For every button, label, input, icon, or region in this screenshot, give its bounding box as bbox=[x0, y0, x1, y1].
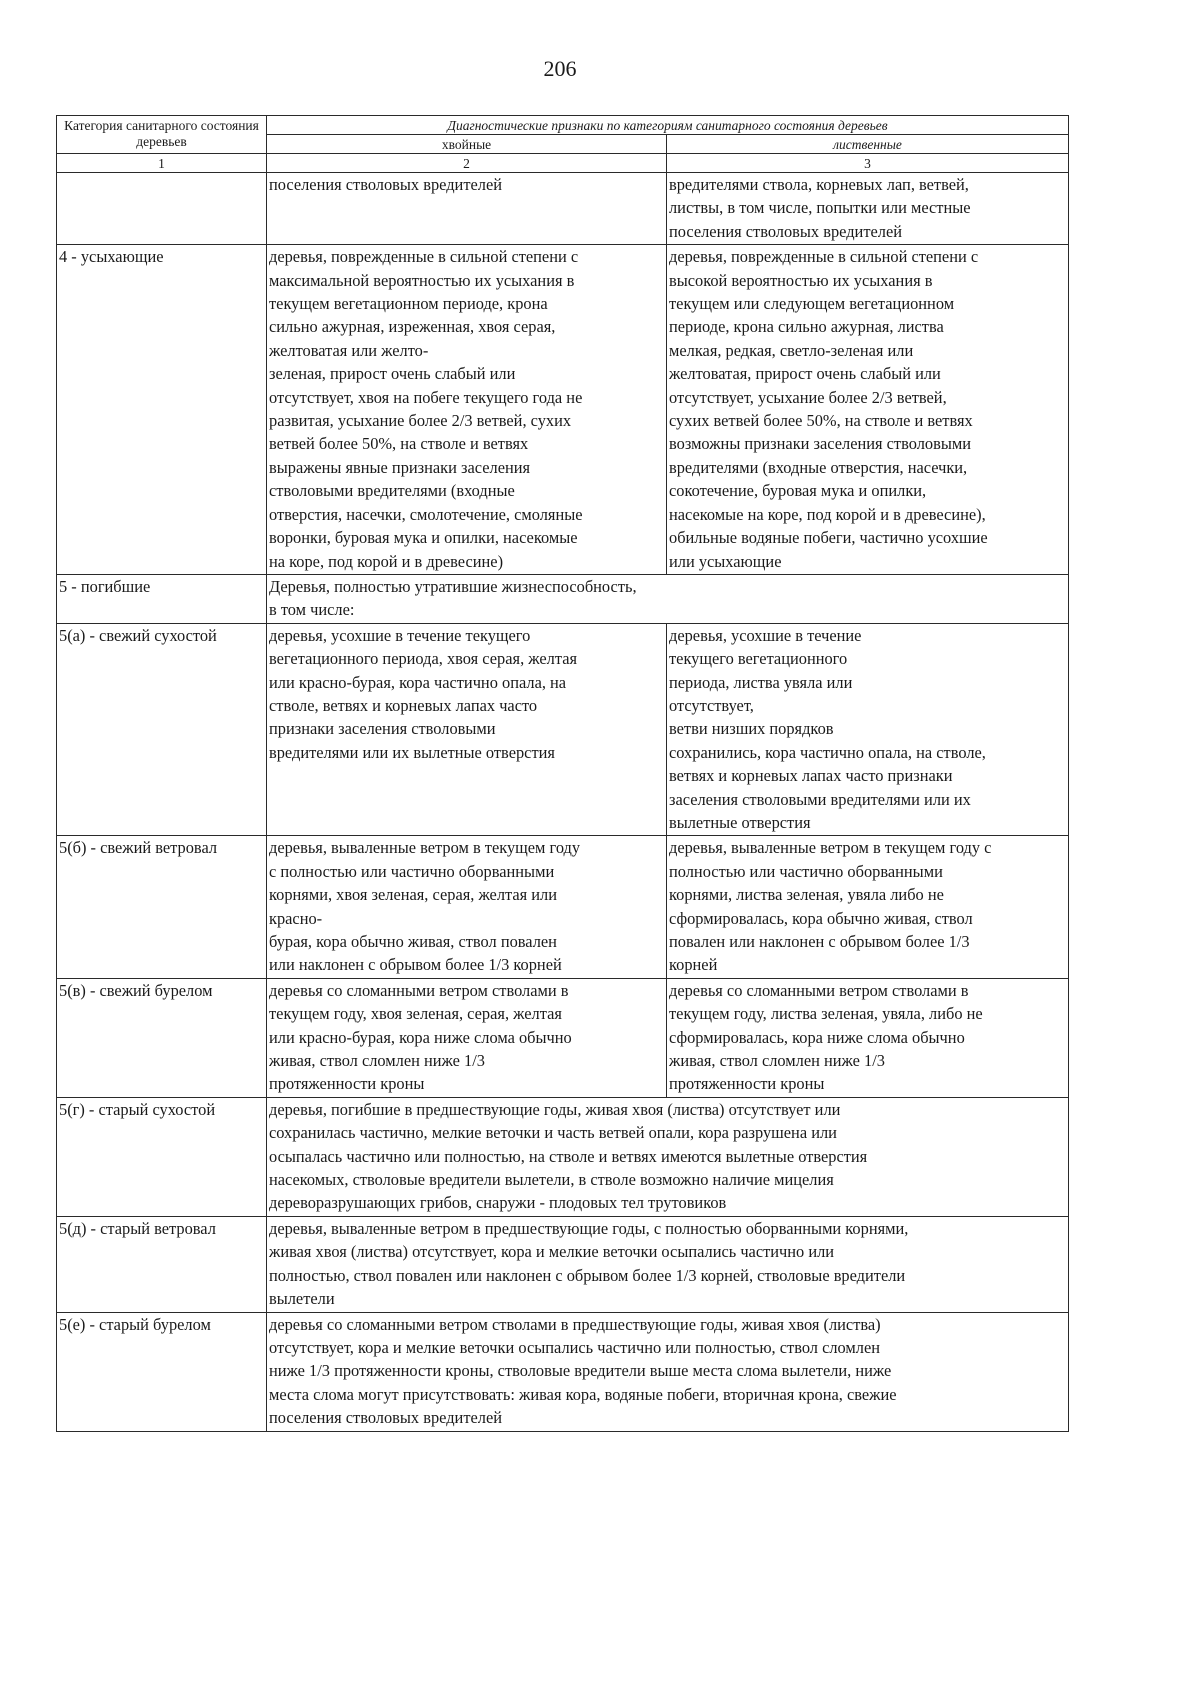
cell-text-line: периода, листва увяла или bbox=[669, 672, 853, 692]
table-row bbox=[57, 173, 1069, 245]
column-number-3: 3 bbox=[667, 154, 1069, 173]
cell-text-line: сухих ветвей более 50%, на стволе и ветвях bbox=[669, 411, 973, 431]
cell-text-line: живая, ствол сломлен ниже 1/3 bbox=[669, 1051, 885, 1071]
cell-text-line: вегетационного периода, хвоя серая, желтая bbox=[269, 649, 578, 669]
table-row bbox=[57, 623, 1069, 836]
header-deciduous-cell: лиственные bbox=[667, 135, 1069, 154]
cell-text-line: текущем или следующем вегетационном bbox=[669, 294, 955, 314]
column-number-1: 1 bbox=[57, 154, 267, 173]
header-group-cell: Диагностические признаки по категориям санитарного состояния деревьев bbox=[267, 116, 1069, 135]
cell-text-line: или красно-бурая, кора частично опала, на bbox=[269, 672, 567, 692]
cell-text-line: дереворазрушающих грибов, снаружи - плодовых тел трутовиков bbox=[269, 1193, 727, 1213]
cell-text-line: деревья, поврежденные в сильной степени с bbox=[669, 247, 979, 267]
cell-text-line: желтоватая, прирост очень слабый или bbox=[669, 364, 941, 384]
cell-text-line: 5 - погибшие bbox=[59, 576, 151, 596]
cell-text-line: повален или наклонен с обрывом более 1/3 bbox=[669, 932, 970, 951]
table-row bbox=[57, 836, 1069, 978]
cell-text-line: сохранились, кора частично опала, на стволе, bbox=[669, 742, 986, 762]
cell-text-line: ветви низших порядков bbox=[669, 719, 834, 739]
cell-text-line: на коре, под корой и в древесине) bbox=[269, 551, 504, 571]
cell-text-line: отсутствует, bbox=[669, 695, 754, 715]
category-cell bbox=[57, 574, 267, 623]
category-cell bbox=[57, 978, 267, 1097]
deciduous-cell bbox=[667, 173, 1069, 245]
cell-text-line: поселения стволовых вредителей bbox=[269, 175, 502, 194]
cell-text-line: или красно-бурая, кора ниже слома обычно bbox=[269, 1027, 572, 1047]
cell-text-line: красно- bbox=[269, 908, 323, 928]
deciduous-cell bbox=[667, 623, 1069, 836]
cell-text-line: ветвей более 50%, на стволе и ветвях bbox=[269, 434, 529, 454]
cell-text-line: сформировалась, кора ниже слома обычно bbox=[669, 1027, 965, 1047]
table-row bbox=[57, 1097, 1069, 1216]
cell-text-line: сильно ажурная, изреженная, хвоя серая, bbox=[269, 317, 556, 337]
cell-text-line: желтоватая или желто- bbox=[269, 340, 429, 360]
cell-text-line: деревья, вываленные ветром в текущем году bbox=[269, 838, 581, 858]
cell-text-line: вылетные отверстия bbox=[669, 812, 811, 832]
deciduous-cell bbox=[667, 978, 1069, 1097]
cell-text-line: насекомые на коре, под корой и в древесине), bbox=[669, 504, 986, 524]
cell-text-line: периоде, крона сильно ажурная, листва bbox=[669, 317, 944, 337]
cell-text-line: заселения стволовыми вредителями или их bbox=[669, 789, 971, 809]
cell-text-line: корнями, листва зеленая, увяла либо не bbox=[669, 885, 944, 905]
cell-text-line: корнями, хвоя зеленая, серая, желтая или bbox=[269, 885, 558, 905]
cell-text-line: зеленая, прирост очень слабый или bbox=[269, 364, 516, 384]
table-row bbox=[57, 245, 1069, 575]
cell-text-line: воронки, буровая мука и опилки, насекомые bbox=[269, 528, 578, 548]
cell-text-line: полностью или частично оборванными bbox=[669, 861, 943, 881]
cell-text-line: листвы, в том числе, попытки или местные bbox=[669, 198, 971, 218]
cell-text-line: деревья со сломанными ветром стволами в bbox=[269, 980, 569, 1000]
sanitary-condition-table bbox=[56, 115, 1069, 1432]
table-row bbox=[57, 574, 1069, 623]
table-row bbox=[57, 1216, 1069, 1312]
cell-text-line: обильные водяные побеги, частично усохшие bbox=[669, 528, 988, 548]
cell-text-line: сокотечение, буровая мука и опилки, bbox=[669, 481, 927, 501]
cell-text-line: деревья, поврежденные в сильной степени с bbox=[269, 247, 579, 267]
conifer-cell bbox=[267, 978, 667, 1097]
cell-text-line: живая, ствол сломлен ниже 1/3 bbox=[269, 1051, 485, 1071]
cell-text-line: отсутствует, усыхание более 2/3 ветвей, bbox=[669, 387, 947, 407]
cell-text-line: деревья, вываленные ветром в текущем году с bbox=[669, 838, 992, 858]
cell-text-line: вредителями (входные отверстия, насечки, bbox=[669, 457, 968, 477]
merged-description-cell bbox=[267, 574, 1069, 623]
category-cell bbox=[57, 1216, 267, 1312]
category-cell bbox=[57, 623, 267, 836]
cell-text-line: деревья со сломанными ветром стволами в bbox=[669, 980, 969, 1000]
cell-text-line: поселения стволовых вредителей bbox=[669, 221, 902, 241]
cell-text-line: отсутствует, кора и мелкие веточки осыпались частично или полностью, ствол сломлен bbox=[269, 1337, 881, 1357]
cell-text-line: полностью, ствол повален или наклонен с обрывом более 1/3 корней, стволовые вредители bbox=[269, 1265, 906, 1285]
cell-text-line: 5(б) - свежий ветровал bbox=[59, 838, 218, 858]
merged-description-cell bbox=[267, 1097, 1069, 1216]
cell-text-line: Деревья, полностью утратившие жизнеспособность, bbox=[269, 576, 637, 596]
cell-text-line: поселения стволовых вредителей bbox=[269, 1408, 502, 1428]
cell-text-line: максимальной вероятностью их усыхания в bbox=[269, 270, 575, 290]
cell-text-line: бурая, кора обычно живая, ствол повален bbox=[269, 932, 557, 951]
header-conifer-cell: хвойные bbox=[267, 135, 667, 154]
cell-text-line: вредителями ствола, корневых лап, ветвей, bbox=[669, 175, 969, 194]
cell-text-line: стволе, ветвях и корневых лапах часто bbox=[269, 695, 538, 715]
cell-text-line: текущем году, хвоя зеленая, серая, желтая bbox=[269, 1004, 562, 1024]
cell-text-line: возможны признаки заселения стволовыми bbox=[669, 434, 971, 454]
cell-text-line: места слома могут присутствовать: живая кора, водяные побеги, вторичная крона, свежие bbox=[269, 1384, 897, 1404]
cell-text-line: деревья, усохшие в течение текущего bbox=[269, 625, 531, 645]
cell-text-line: мелкая, редкая, светло-зеленая или bbox=[669, 340, 914, 360]
cell-text-line: вылетели bbox=[269, 1289, 335, 1309]
category-cell bbox=[57, 1312, 267, 1431]
conifer-cell bbox=[267, 173, 667, 245]
cell-text-line: насекомых, стволовые вредители вылетели, в стволе возможно наличие мицелия bbox=[269, 1170, 834, 1190]
cell-text-line: 5(в) - свежий бурелом bbox=[59, 980, 213, 1000]
cell-text-line: отсутствует, хвоя на побеге текущего года не bbox=[269, 387, 583, 407]
cell-text-line: текущем году, листва зеленая, увяла, либо не bbox=[669, 1004, 983, 1024]
column-number-row bbox=[57, 154, 1069, 173]
cell-text-line: 5(г) - старый сухостой bbox=[59, 1099, 216, 1119]
cell-text-line: 5(е) - старый бурелом bbox=[59, 1314, 211, 1334]
cell-text-line: деревья, погибшие в предшествующие годы, живая хвоя (листва) отсутствует или bbox=[269, 1099, 841, 1119]
page-number: 206 bbox=[543, 56, 577, 81]
cell-text-line: признаки заселения стволовыми bbox=[269, 719, 496, 739]
header-category-cell: Категория санитарного состояния деревьев bbox=[57, 116, 267, 154]
cell-text-line: протяженности кроны bbox=[669, 1074, 825, 1094]
table-row bbox=[57, 978, 1069, 1097]
conifer-cell bbox=[267, 623, 667, 836]
category-cell bbox=[57, 173, 267, 245]
cell-text-line: или усыхающие bbox=[669, 551, 782, 571]
category-cell bbox=[57, 836, 267, 978]
cell-text-line: деревья со сломанными ветром стволами в предшествующие годы, живая хвоя (листва) bbox=[269, 1314, 881, 1334]
table-row bbox=[57, 1312, 1069, 1431]
cell-text-line: развитая, усыхание более 2/3 ветвей, сухих bbox=[269, 411, 572, 431]
cell-text-line: деревья, усохшие в течение bbox=[669, 625, 862, 645]
cell-text-line: в том числе: bbox=[269, 600, 355, 620]
deciduous-cell bbox=[667, 245, 1069, 575]
cell-text-line: 5(а) - свежий сухостой bbox=[59, 625, 217, 645]
cell-text-line: или наклонен с обрывом более 1/3 корней bbox=[269, 955, 562, 975]
table-header-row bbox=[57, 116, 1069, 135]
category-cell bbox=[57, 1097, 267, 1216]
cell-text-line: деревья, вываленные ветром в предшествующие годы, с полностью оборванными корнями, bbox=[269, 1218, 909, 1238]
cell-text-line: отверстия, насечки, смолотечение, смоляные bbox=[269, 504, 583, 524]
cell-text-line: текущего вегетационного bbox=[669, 649, 848, 669]
cell-text-line: 5(д) - старый ветровал bbox=[59, 1218, 216, 1238]
cell-text-line: стволовыми вредителями (входные bbox=[269, 481, 515, 501]
cell-text-line: живая хвоя (листва) отсутствует, кора и мелкие веточки осыпались частично или bbox=[269, 1242, 835, 1262]
cell-text-line: ветвях и корневых лапах часто признаки bbox=[669, 766, 953, 786]
cell-text-line: корней bbox=[669, 955, 718, 975]
table-body bbox=[57, 173, 1069, 1432]
cell-text-line: осыпалась частично или полностью, на стволе и ветвях имеются вылетные отверстия bbox=[269, 1146, 868, 1166]
column-number-2: 2 bbox=[267, 154, 667, 173]
cell-text-line: сохранилась частично, мелкие веточки и часть ветвей опали, кора разрушена или bbox=[269, 1123, 837, 1143]
deciduous-cell bbox=[667, 836, 1069, 978]
cell-text-line: ниже 1/3 протяженности кроны, стволовые вредители выше места слома вылетели, ниже bbox=[269, 1361, 892, 1381]
conifer-cell bbox=[267, 245, 667, 575]
conifer-cell bbox=[267, 836, 667, 978]
cell-text-line: 4 - усыхающие bbox=[59, 247, 164, 267]
cell-text-line: текущем вегетационном периоде, крона bbox=[269, 294, 548, 314]
merged-description-cell bbox=[267, 1216, 1069, 1312]
cell-text-line: протяженности кроны bbox=[269, 1074, 425, 1094]
cell-text-line: выражены явные признаки заселения bbox=[269, 457, 531, 477]
category-cell bbox=[57, 245, 267, 575]
cell-text-line: вредителями или их вылетные отверстия bbox=[269, 742, 555, 762]
cell-text-line: высокой вероятностью их усыхания в bbox=[669, 270, 933, 290]
cell-text-line: сформировалась, кора обычно живая, ствол bbox=[669, 908, 973, 928]
merged-description-cell bbox=[267, 1312, 1069, 1431]
cell-text-line: с полностью или частично оборванными bbox=[269, 861, 555, 881]
